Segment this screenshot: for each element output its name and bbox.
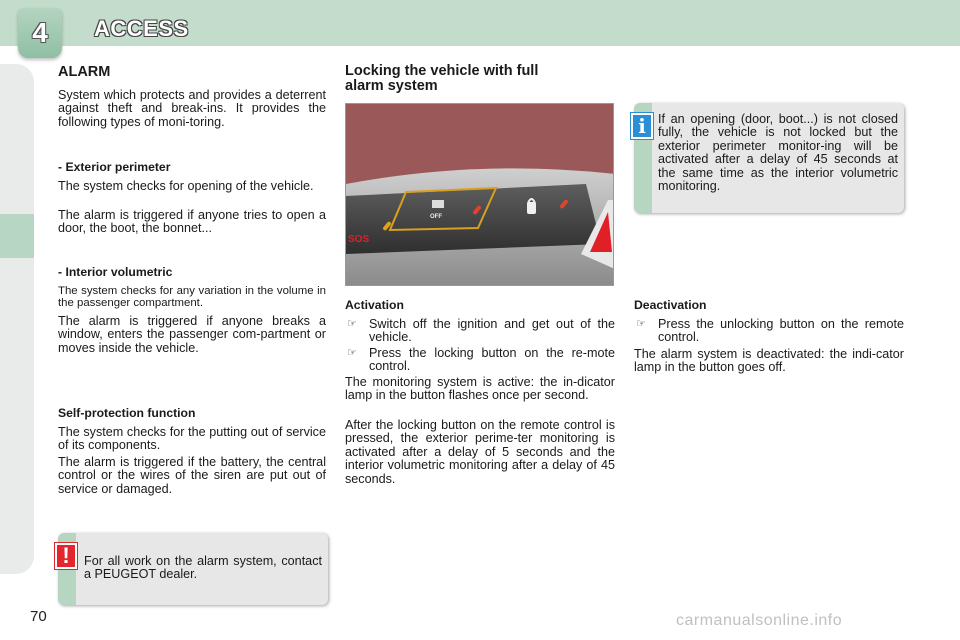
locking-title-line1: Locking the vehicle with full (345, 63, 539, 79)
deactivation-step-1: ☞ Press the unlocking button on the remote control. (636, 317, 904, 345)
left-margin-strip (0, 64, 34, 574)
hand-pointer-icon: ☞ (347, 347, 357, 359)
self-protection-p1: The system checks for the putting out of service of its components. (58, 425, 326, 453)
interior-p1: The system checks for any variation in the volume in the passenger compartment. (58, 285, 326, 310)
info-note (634, 103, 904, 213)
activation-step-2: ☞ Press the locking button on the re-mote control. (347, 346, 615, 374)
page-title: ACCESS (94, 16, 189, 41)
lock-icon (527, 202, 536, 214)
warning-icon: ! (55, 543, 77, 569)
activation-p2: After the locking button on the remote control is pressed, the exterior perime-ter monitoring is activated after a delay of 5 seconds and the interior volumetric monitoring after a delay of 45 seconds. (345, 418, 615, 486)
interior-heading: - Interior volumetric (58, 265, 173, 279)
activation-step-1: ☞ Switch off the ignition and get out of the vehicle. (347, 317, 615, 345)
self-protection-heading: Self-protection function (58, 406, 196, 420)
interior-p2: The alarm is triggered if anyone breaks a window, enters the passenger com-partment or moves inside the vehicle. (58, 314, 326, 355)
roof-console-illustration (346, 104, 614, 286)
page-number: 70 (30, 608, 47, 625)
alarm-intro: System which protects and provides a deterrent against theft and break-ins. It provides the following types of moni-toring. (58, 88, 326, 129)
self-protection-p2: The alarm is triggered if the battery, the central control or the wires of the siren are put out of service or damaged. (58, 455, 326, 496)
roof-console-photo (345, 103, 614, 286)
activation-heading: Activation (345, 298, 404, 312)
exterior-p1: The system checks for opening of the vehicle. (58, 179, 314, 193)
chapter-number: 4 (32, 17, 48, 48)
locking-title-line2: alarm system (345, 78, 438, 94)
off-label: OFF (430, 214, 442, 220)
alarm-title: ALARM (58, 64, 111, 80)
sos-label: SOS (348, 234, 370, 245)
chapter-marker (0, 214, 34, 258)
chapter-tab (18, 8, 62, 58)
hand-pointer-icon: ☞ (347, 318, 357, 330)
deactivation-p1: The alarm system is deactivated: the indi-cator lamp in the button goes off. (634, 347, 904, 375)
warning-note (58, 533, 328, 605)
info-icon: i (631, 113, 653, 139)
warning-note-text: For all work on the alarm system, contact a PEUGEOT dealer. (84, 554, 322, 582)
watermark: carmanualsonline.info (676, 612, 843, 629)
exterior-heading: - Exterior perimeter (58, 160, 171, 174)
info-note-text: If an opening (door, boot...) is not closed fully, the vehicle is not locked but the exterior perimeter monitor-ing will be activated after a delay of 45 seconds at the same time as the interior volumetric monitoring. (658, 112, 898, 194)
activation-p1: The monitoring system is active: the in-dicator lamp in the button flashes once per second. (345, 375, 615, 403)
hand-pointer-icon: ☞ (636, 318, 646, 330)
deactivation-heading: Deactivation (634, 298, 707, 312)
exterior-p2: The alarm is triggered if anyone tries to open a door, the boot, the bonnet... (58, 208, 326, 236)
